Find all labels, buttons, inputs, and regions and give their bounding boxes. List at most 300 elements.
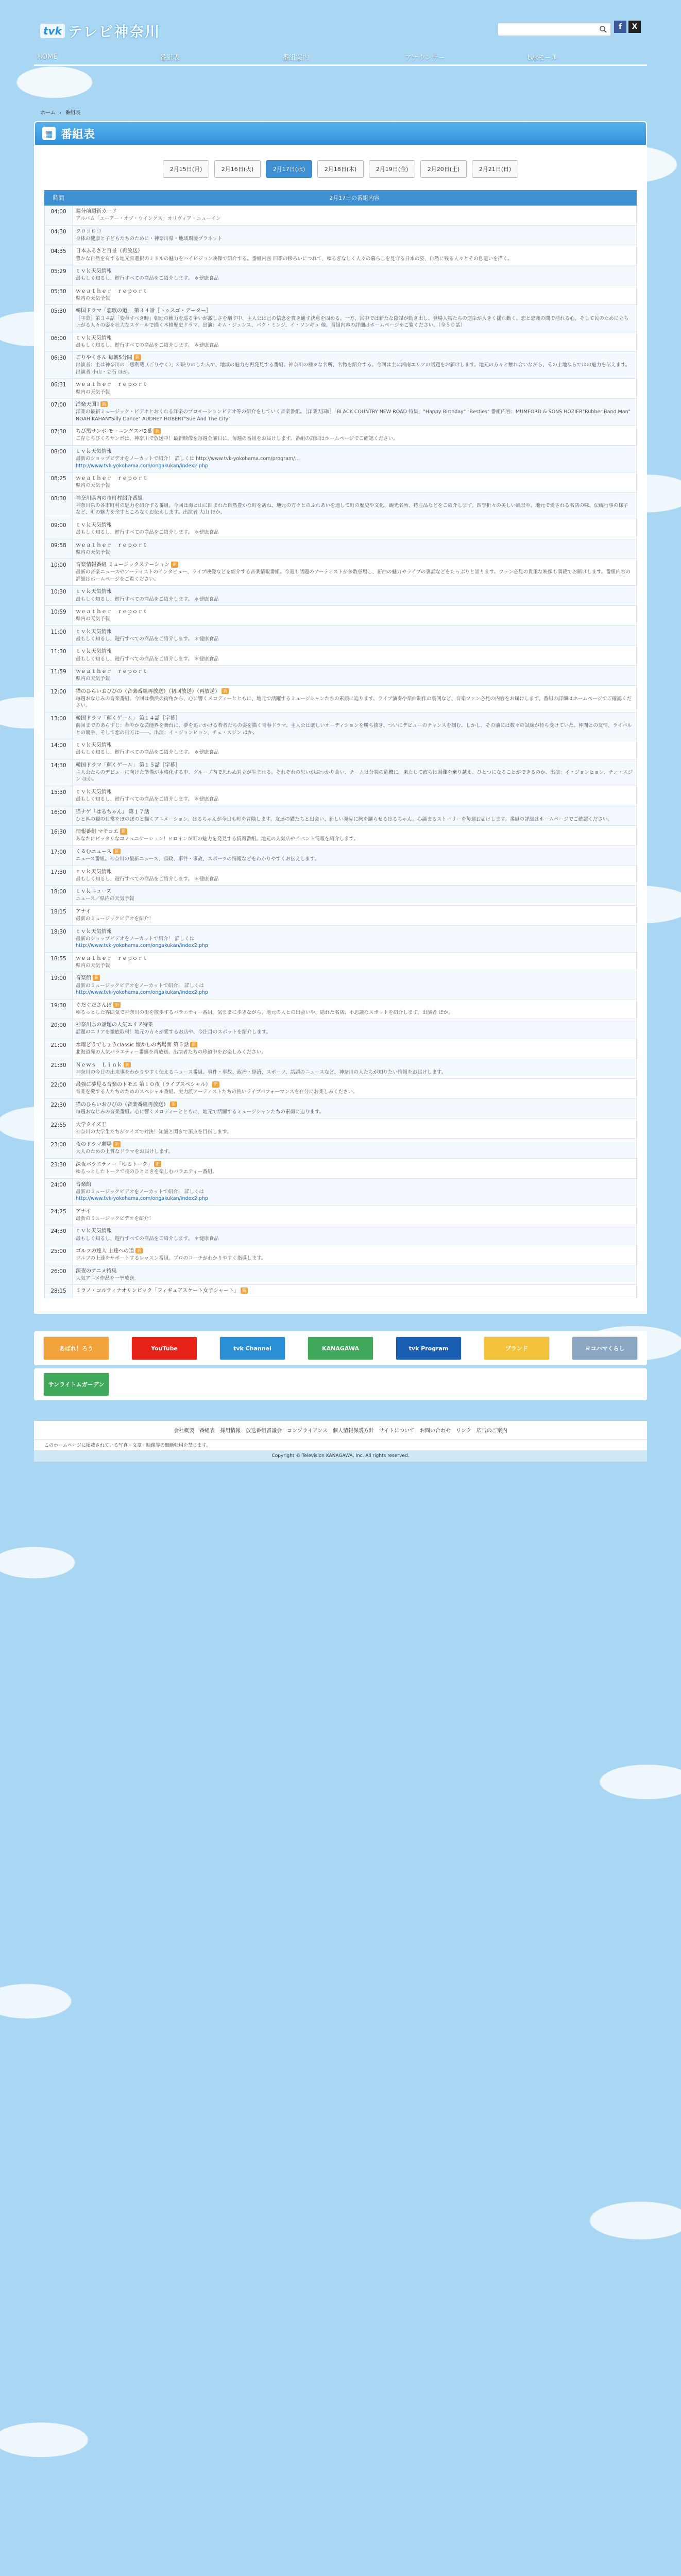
new-badge: 新	[222, 688, 229, 694]
table-row	[45, 539, 637, 559]
footer-link[interactable]: 放送番組審議会	[246, 1428, 282, 1434]
table-row	[45, 519, 637, 539]
program-cell	[73, 586, 637, 606]
program-title-text: 大学クイズ王	[76, 1122, 107, 1128]
new-badge: 新	[113, 1141, 121, 1147]
program-title[interactable]	[76, 828, 633, 836]
table-row	[45, 1245, 637, 1265]
program-title[interactable]	[76, 648, 633, 655]
program-cell	[73, 559, 637, 586]
program-cell	[73, 352, 637, 379]
program-title[interactable]	[76, 448, 633, 455]
program-description: 最もしく知るし、遊行すべての商品をご紹介します。 ＊健康食品	[76, 876, 219, 882]
program-time: 19:30	[45, 999, 73, 1019]
program-cell	[73, 539, 637, 559]
table-row	[45, 265, 637, 285]
program-time: 28:15	[45, 1285, 73, 1298]
program-title[interactable]	[76, 1022, 633, 1029]
program-description: 最新のショップビデオをノーカットで紹介！ 詳しくは	[76, 936, 195, 942]
social-links	[614, 21, 641, 33]
program-cell	[73, 1158, 637, 1178]
program-title-text: 音楽情報番組 ミュージックステーション	[76, 562, 170, 568]
program-title[interactable]	[76, 588, 633, 596]
program-title[interactable]	[76, 354, 633, 362]
program-description: 話題のエリアを徹底取材！地元の方々が愛するお店や、今注目のスポットを紹介します。	[76, 1029, 271, 1036]
sponsor-banner[interactable]: ブランド	[484, 1336, 550, 1360]
program-cell	[73, 1139, 637, 1159]
new-badge: 新	[135, 1248, 143, 1253]
search-icon[interactable]	[599, 25, 607, 33]
tab-date[interactable]: 2月20日(土)	[420, 160, 467, 178]
footer-links	[34, 1421, 647, 1439]
table-row	[45, 492, 637, 519]
program-time: 04:35	[45, 245, 73, 265]
table-row	[45, 586, 637, 606]
footer-link[interactable]: 採用情報	[220, 1428, 241, 1434]
table-row	[45, 925, 637, 952]
program-cell	[73, 1118, 637, 1139]
program-time: 19:00	[45, 972, 73, 999]
program-title-text: ｔｖｋ天気情報	[76, 789, 112, 795]
program-title[interactable]	[76, 1122, 633, 1129]
program-title[interactable]	[76, 762, 633, 769]
program-title-text: 神奈川県の話題の人気エリア特集	[76, 1022, 153, 1028]
program-description: アルバム「ユーアー・オブ・ウイングス」オリヴィア・ニューイン	[76, 216, 221, 222]
program-title-text: 猫のひらいおひびの（音楽番組再放送）	[76, 1101, 168, 1108]
program-title[interactable]	[76, 608, 633, 616]
program-description: ニュース／県内の天気予報	[76, 896, 134, 902]
program-title-text: ｔｖｋ天気情報	[76, 869, 112, 875]
program-link[interactable]: http://www.tvk-yokohama.com/ongakukan/index2.php	[76, 943, 208, 949]
program-time: 12:00	[45, 685, 73, 712]
table-row	[45, 1205, 637, 1225]
program-description: 神奈川の大学生たちがクイズで対決！知識と閃きで頂点を目指します。	[76, 1129, 232, 1135]
program-cell	[73, 1265, 637, 1285]
program-title[interactable]	[76, 542, 633, 549]
sponsor-bar-2	[34, 1368, 647, 1400]
program-cell	[73, 606, 637, 626]
program-cell	[73, 826, 637, 846]
table-row	[45, 1285, 637, 1298]
table-row	[45, 305, 637, 332]
footer-link[interactable]: サイトについて	[379, 1428, 415, 1434]
tab-date[interactable]: 2月17日(水)	[266, 160, 312, 178]
program-description: 最新のショップビデオをノーカットで紹介！ 詳しくは http://www.tvk-yokohama.com/program/…	[76, 456, 300, 462]
program-description: 県内の天気予報	[76, 295, 110, 301]
program-cell	[73, 759, 637, 786]
table-row	[45, 245, 637, 265]
program-time: 21:30	[45, 1059, 73, 1079]
program-title-text: 韓国ドラマ「輝くゲーム」 第１４話［字幕］	[76, 715, 181, 721]
program-title[interactable]	[76, 1042, 633, 1049]
program-cell	[73, 265, 637, 285]
program-description: ひと匹の猫の日常をほのぼのと描くアニメーション。はるちゃんが今日も町を冒険します。友達の猫たちと出会い、新しい発見に胸を躍らせるはるちゃん。心温まるストーリーを毎週お届けします。番組の詳細はホームページでご確認ください。	[76, 816, 612, 822]
program-time: 05:30	[45, 285, 73, 305]
breadcrumb-home[interactable]: ホーム	[40, 110, 56, 116]
program-title-text: ｔｖｋ天気情報	[76, 928, 112, 935]
program-description: 毎週おなじみの音楽番組。今回は横浜の街角から、心に響くメロディーとともに、地元で活躍するミュージシャンたちの素顔に迫ります。ライブ演奏や楽曲制作の裏側など、音楽ファン必見の内容をお届けします。番組の詳細はホームページでご確認ください。	[76, 696, 632, 709]
table-row	[45, 806, 637, 826]
program-time: 05:30	[45, 305, 73, 332]
program-cell	[73, 285, 637, 305]
sponsor-banner[interactable]: あばれ！ろう	[43, 1336, 109, 1360]
breadcrumb	[34, 108, 647, 116]
new-badge: 新	[170, 1101, 177, 1107]
program-time: 24:00	[45, 1178, 73, 1205]
new-badge: 新	[212, 1081, 219, 1087]
table-row	[45, 905, 637, 925]
program-time: 07:00	[45, 399, 73, 426]
page-title-bar	[34, 121, 647, 146]
program-title-text: ｔｖｋ天気情報	[76, 629, 112, 635]
nav-tvk-mall[interactable]: tvkモール	[527, 54, 558, 62]
program-time: 24:25	[45, 1205, 73, 1225]
program-title-text: くるむニュース	[76, 849, 112, 855]
table-row	[45, 559, 637, 586]
program-description: 人気アニメ作品を一挙放送。	[76, 1275, 140, 1281]
program-cell	[73, 1178, 637, 1205]
logo-tvk: tvk	[40, 24, 65, 38]
program-title[interactable]	[76, 789, 633, 796]
breadcrumb-separator: ›	[59, 110, 62, 116]
program-description: 最もしく知るし、遊行すべての商品をご紹介します。 ＊健康食品	[76, 656, 219, 662]
program-title-text: ｗｅａｔｈｅｒ ｒｅｐｏｒｔ	[76, 669, 148, 675]
table-row	[45, 786, 637, 806]
nav-program-guide[interactable]: 番組案内	[282, 54, 310, 62]
program-cell	[73, 739, 637, 759]
program-description: 最新の音楽ニュースやアーティストのインタビュー、ライブ映像などを紹介する音楽情報番組。今週も話題のアーティストが多数登場し、新曲の魅力やライブの裏話などをたっぷりと語ります。ファン必見の貴重な映像も満載でお届けします。番組内容の詳細はホームページをご覧ください。	[76, 569, 631, 582]
program-title-text: 週分前週新カード	[76, 209, 117, 214]
footer-link[interactable]: お問い合わせ	[420, 1428, 451, 1434]
program-title[interactable]	[76, 335, 633, 342]
new-badge: 新	[154, 428, 161, 434]
table-row	[45, 332, 637, 352]
program-title[interactable]	[76, 1228, 633, 1235]
main-content	[34, 146, 647, 1314]
program-time: 08:25	[45, 472, 73, 493]
table-row	[45, 886, 637, 906]
table-row	[45, 225, 637, 245]
program-title-text: 夜のドラマ劇場	[76, 1142, 112, 1148]
program-time: 11:30	[45, 646, 73, 666]
program-title[interactable]	[76, 908, 633, 916]
program-title-text: 猫のひらいおひびの（音楽番組再放送）（初回放送）（再放送）	[76, 688, 220, 694]
sponsor-banner[interactable]: KANAGAWA	[308, 1336, 373, 1360]
program-title[interactable]	[76, 1161, 633, 1168]
program-time: 11:59	[45, 666, 73, 686]
program-title-text: アナイ	[76, 908, 91, 914]
program-description: 洋楽の最新ミュージック・ビデオとおくれる洋楽のプロモーションビデオ等の紹介をしていく音楽番組。［洋楽天国Ⅱ］「BLACK COUNTRY NEW ROAD 特集」"Happy Birthday" "Besties" 番組内容：MUMFORD & SONS HOZIER"Rubber Band Man" NOAH KAHAN"Silly Dance" AUDREY HOBERT"Sue And The City"	[76, 409, 631, 422]
schedule-body	[45, 206, 637, 1298]
program-title-text: ｗｅａｔｈｅｒ ｒｅｐｏｒｔ	[76, 609, 148, 615]
search-box	[498, 23, 611, 36]
table-row	[45, 1059, 637, 1079]
program-title-text: 洋楽天国Ⅱ	[76, 402, 99, 408]
program-time: 23:00	[45, 1139, 73, 1159]
program-cell	[73, 866, 637, 886]
sponsor-banner[interactable]: YouTube	[131, 1336, 197, 1360]
program-title[interactable]	[76, 428, 633, 435]
footer-link[interactable]: 番組表	[199, 1428, 215, 1434]
footer-link[interactable]: リンク	[456, 1428, 471, 1434]
sponsor-bar	[34, 1331, 647, 1365]
program-cell	[73, 472, 637, 493]
program-cell	[73, 1205, 637, 1225]
program-link[interactable]: http://www.tvk-yokohama.com/ongakukan/index2.php	[76, 1196, 208, 1202]
program-title[interactable]	[76, 381, 633, 388]
program-title[interactable]	[76, 688, 633, 696]
program-time: 08:30	[45, 492, 73, 519]
program-title-text: ｔｖｋ天気情報	[76, 1228, 112, 1234]
table-row	[45, 426, 637, 446]
new-badge: 新	[113, 849, 121, 854]
program-cell	[73, 685, 637, 712]
table-row	[45, 845, 637, 866]
program-description: 前回までのあらすじ：華やかな芸能界を舞台に、夢を追いかける若者たちの姿を描く青春ドラマ。主人公は厳しいオーディションを勝ち抜き、ついにデビューのチャンスを掴む。しかし、その前には数々の試練が待ち受けていた。仲間との友情、ライバルとの競争、そして恋の行方は――。出演：イ・ジョンヒョン、チェ・スジン ほか。	[76, 723, 633, 736]
program-cell	[73, 206, 637, 226]
copyright: Copyright © Television KANAGAWA, Inc. All rights reserved.	[34, 1450, 647, 1462]
program-title[interactable]	[76, 495, 633, 502]
program-description: 出演者：主は神奈川の「恵利蔵（ごりやく）」が映りのした人で、地域の魅力を再発見する番組。神奈川の様々な名所、名物を紹介する。今回は主に湘南エリアの話題をお届けします。地元の方々と触れ合いながら、その土地ならではの魅力を伝えます。出演者 小山・立石 ほか。	[76, 362, 631, 375]
program-time: 22:30	[45, 1098, 73, 1118]
tab-date[interactable]: 2月16日(火)	[214, 160, 261, 178]
nav-home[interactable]: HOME	[37, 53, 58, 61]
program-title-text: Ｎｅｗｓ Ｌｉｎｋ	[76, 1062, 122, 1068]
program-description: 最もしく知るし、遊行すべての商品をご紹介します。 ＊健康食品	[76, 796, 219, 803]
program-title-text: 水曜どうでしょうclassic 懐かしの名場面 第５話	[76, 1042, 189, 1048]
table-row	[45, 285, 637, 305]
program-title[interactable]	[76, 809, 633, 816]
date-tabs	[44, 160, 637, 178]
program-time: 15:30	[45, 786, 73, 806]
program-description: ［字幕］第３４話「変革すべき時」朝廷の権力を巡る争いが激しさを増す中、主人公は己の信念を貫き通す決意を固める。一方、宮中では新たな陰謀が動き出し、登場人物たちの運命が大きく揺れ動く。恋と忠義の間で揺れる心、そして民のために立ち上がる人々の姿を壮大なスケールで描く本格歴史ドラマ。出演：キム・ジュンス、パク・ミンジ、イ・ソンギュ 他。番組内容の詳細はホームページをご覧ください。（全５０話）	[76, 315, 629, 329]
program-title-text: ｗｅａｔｈｅｒ ｒｅｐｏｒｔ	[76, 542, 148, 548]
program-description: 身体の健康と子どもたちのために・神奈川県・地域環境プラネット	[76, 235, 223, 242]
program-description: 神奈川県の各市町村の魅力を紹介する番組。今回は海と山に囲まれた自然豊かな町を訪ね、地元の方々とのふれあいを通して町の歴史や文化、観光名所、特産品などをご紹介します。四季折々の美しい風景や、地元で愛される名店の味、伝統行事の様子など、町の魅力を余すところなくお伝えします。出演者 大山 ほか。	[76, 502, 628, 516]
program-title[interactable]	[76, 629, 633, 636]
program-description: 主人公たちのデビューに向けた準備が本格化する中、グループ内で思わぬ対立が生まれる。それぞれの思いがぶつかり合い、チームは分裂の危機に。果たして彼らは困難を乗り越え、ひとつになることができるのか。出演：イ・ジョンヒョン、チェ・スジン ほか。	[76, 769, 633, 783]
program-title-text: 深夜バラエティー「ゆるトーク」	[76, 1161, 153, 1167]
program-cell	[73, 845, 637, 866]
program-time: 16:00	[45, 806, 73, 826]
program-description: 北海道発の人気バラエティー番組を再放送。出演者たちの珍道中をお楽しみください。	[76, 1049, 266, 1056]
table-row	[45, 1225, 637, 1245]
program-title-text: ｗｅａｔｈｅｒ ｒｅｐｏｒｔ	[76, 955, 148, 961]
program-description: 音楽を愛する人たちのためのスペシャル番組。実力派アーティストたちの熱いライブパフォーマンスを存分にお楽しみください。	[76, 1089, 358, 1095]
tab-date[interactable]: 2月15日(月)	[163, 160, 209, 178]
program-title-text: ミラノ・コルティナオリンピック「フィギュアスケート女子シャート」	[76, 1288, 239, 1294]
program-description: 最もしく知るし、遊行すべての商品をご紹介します。 ＊健康食品	[76, 636, 219, 642]
program-cell	[73, 905, 637, 925]
program-cell	[73, 305, 637, 332]
program-time: 07:30	[45, 426, 73, 446]
program-title[interactable]	[76, 208, 633, 215]
new-badge: 新	[93, 975, 100, 980]
program-cell	[73, 426, 637, 446]
facebook-icon[interactable]: f	[614, 21, 626, 33]
table-row	[45, 866, 637, 886]
new-badge: 新	[134, 354, 141, 360]
program-title[interactable]	[76, 928, 633, 936]
program-title-text: ｔｖｋ天気情報	[76, 589, 112, 595]
new-badge: 新	[241, 1287, 248, 1293]
table-row	[45, 1019, 637, 1039]
program-description: ゆるっとした雰囲気で神奈川の街を散歩するバラエティー番組。気ままに歩きながら、地元の人との出会いや、隠れた名店、不思議なスポットを紹介します。出演者 ほか。	[76, 1009, 453, 1015]
program-cell	[73, 1079, 637, 1099]
program-title[interactable]	[76, 248, 633, 255]
program-title[interactable]	[76, 228, 633, 235]
program-time: 06:00	[45, 332, 73, 352]
program-cell	[73, 1098, 637, 1118]
program-time: 13:00	[45, 712, 73, 739]
nav-program-table[interactable]: 番組表	[160, 54, 180, 62]
program-title[interactable]	[76, 1141, 633, 1148]
new-badge: 新	[154, 1161, 161, 1167]
program-time: 06:31	[45, 379, 73, 399]
global-nav	[34, 49, 647, 66]
header-program: 2月17日の番組内容	[73, 191, 637, 206]
sponsor-banner[interactable]: ヨコハマくらし	[572, 1336, 638, 1360]
table-row	[45, 952, 637, 972]
twitter-icon[interactable]: X	[628, 21, 641, 33]
table-row	[45, 352, 637, 379]
tab-date[interactable]: 2月19日(金)	[369, 160, 415, 178]
program-description: 県内の天気予報	[76, 483, 110, 489]
sponsor-banner[interactable]: tvk Channel	[219, 1336, 285, 1360]
program-link[interactable]: http://www.tvk-yokohama.com/ongakukan/index2.php	[76, 463, 208, 469]
program-title-text: ｔｖｋ天気情報	[76, 522, 112, 528]
program-cell	[73, 666, 637, 686]
program-title[interactable]	[76, 1062, 633, 1069]
program-title[interactable]	[76, 668, 633, 675]
new-badge: 新	[120, 828, 127, 834]
program-cell	[73, 445, 637, 472]
program-cell	[73, 332, 637, 352]
table-row	[45, 1178, 637, 1205]
program-description: 県内の天気予報	[76, 549, 110, 555]
program-description: 最もしく知るし、遊行すべての商品をご紹介します。 ＊健康食品	[76, 276, 219, 282]
table-row	[45, 826, 637, 846]
table-row	[45, 606, 637, 626]
program-title[interactable]	[76, 401, 633, 409]
program-description: ゆるっとしたトークで夜のひとときを楽しむバラエティー番組。	[76, 1169, 217, 1175]
program-title[interactable]	[76, 308, 633, 315]
program-time: 22:00	[45, 1079, 73, 1099]
program-title[interactable]	[76, 288, 633, 295]
program-title[interactable]	[76, 1081, 633, 1089]
program-description: 最新のミュージックビデオをノーカットで紹介！ 詳しくは	[76, 1189, 204, 1195]
program-cell	[73, 1285, 637, 1298]
program-title[interactable]	[76, 715, 633, 722]
program-cell	[73, 1245, 637, 1265]
program-cell	[73, 519, 637, 539]
nav-announcers[interactable]: アナウンサー	[405, 54, 446, 62]
tab-date[interactable]: 2月21日(日)	[472, 160, 518, 178]
program-cell	[73, 492, 637, 519]
program-description: 県内の天気予報	[76, 616, 110, 622]
search-input[interactable]	[498, 23, 591, 36]
program-title-text: 韓国ドラマ「輝くゲーム」 第１５話［字幕］	[76, 762, 181, 768]
program-title[interactable]	[76, 1181, 633, 1189]
program-title[interactable]	[76, 955, 633, 962]
table-row	[45, 1039, 637, 1059]
program-title[interactable]	[76, 849, 633, 856]
table-row	[45, 759, 637, 786]
table-row	[45, 666, 637, 686]
program-title[interactable]	[76, 1002, 633, 1009]
table-row	[45, 999, 637, 1019]
program-title[interactable]	[76, 1101, 633, 1109]
program-title-text: 情報番組 マチコエ	[76, 829, 118, 835]
program-title[interactable]	[76, 1248, 633, 1255]
program-time: 18:55	[45, 952, 73, 972]
program-time: 05:29	[45, 265, 73, 285]
program-link[interactable]: http://www.tvk-yokohama.com/ongakukan/index2.php	[76, 990, 208, 996]
program-title-text: 猫ナゲ「はるちゃん」 第１７話	[76, 809, 149, 815]
program-time: 21:00	[45, 1039, 73, 1059]
table-row	[45, 1098, 637, 1118]
schedule-table	[44, 190, 637, 1298]
program-title-text: ちび黒サンボ モーニングスパ2番	[76, 429, 152, 435]
table-row	[45, 472, 637, 493]
program-title-text: 最強に夢見る音楽のトモエ 第１０夜（ライブスペシャル）	[76, 1082, 211, 1088]
site-logo[interactable]	[40, 21, 160, 41]
footer-link[interactable]: 会社概要	[174, 1428, 195, 1434]
sponsor-banner[interactable]: tvk Program	[396, 1336, 462, 1360]
program-title[interactable]	[76, 268, 633, 275]
program-cell	[73, 806, 637, 826]
new-badge: 新	[113, 1002, 121, 1008]
program-time: 10:00	[45, 559, 73, 586]
sponsor-banner[interactable]: サンライトムガーデン	[43, 1372, 109, 1396]
program-title[interactable]	[76, 742, 633, 749]
program-title[interactable]	[76, 975, 633, 982]
program-description: 大人のための上質なドラマをお届けします。	[76, 1149, 174, 1155]
program-description: ゴルフの上達をサポートするレッスン番組。プロのコーチがわかりやすく指導します。	[76, 1256, 266, 1262]
program-title[interactable]	[76, 1208, 633, 1215]
program-description: 県内の天気予報	[76, 962, 110, 969]
program-title[interactable]	[76, 888, 633, 895]
program-time: 23:30	[45, 1158, 73, 1178]
program-title[interactable]	[76, 522, 633, 529]
program-title-text: クロコロコ	[76, 228, 101, 234]
new-badge: 新	[124, 1062, 131, 1067]
table-row	[45, 1158, 637, 1178]
footer-link[interactable]: 個人情報保護方針	[332, 1428, 374, 1434]
program-title[interactable]	[76, 1287, 633, 1295]
tab-date[interactable]: 2月18日(木)	[317, 160, 364, 178]
footer-link[interactable]: コンプライアンス	[287, 1428, 328, 1434]
program-cell	[73, 925, 637, 952]
table-row	[45, 972, 637, 999]
footer-link[interactable]: 広告のご案内	[476, 1428, 507, 1434]
program-description: ご存じちびくろサンボは、神奈川で放送中！最新映像を毎週金曜日に、毎週の番組をお届けします。番組の詳細はホームページでご確認ください。	[76, 436, 398, 442]
program-cell	[73, 952, 637, 972]
table-row	[45, 1118, 637, 1139]
program-title[interactable]	[76, 1268, 633, 1275]
program-description: 最もしく知るし、遊行すべての商品をご紹介します。 ＊健康食品	[76, 342, 219, 348]
program-title[interactable]	[76, 562, 633, 569]
program-title[interactable]	[76, 475, 633, 482]
program-time: 09:58	[45, 539, 73, 559]
program-time: 14:00	[45, 739, 73, 759]
program-cell	[73, 379, 637, 399]
program-title[interactable]	[76, 869, 633, 876]
table-row	[45, 646, 637, 666]
program-title-text: ｔｖｋニュース	[76, 889, 112, 895]
program-description: 最新のミュージックビデオを紹介！	[76, 916, 154, 922]
program-time: 25:00	[45, 1245, 73, 1265]
